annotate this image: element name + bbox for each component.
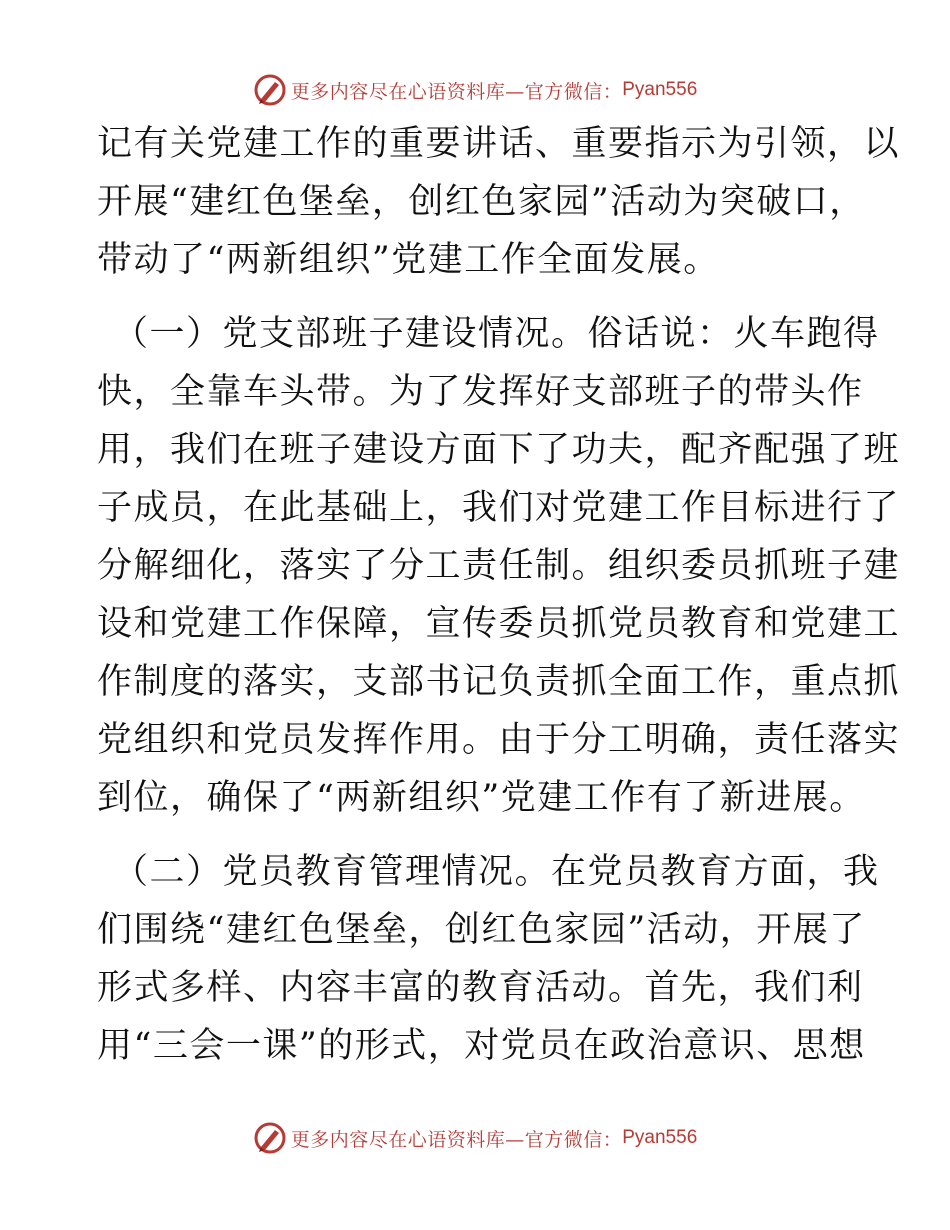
- text-line: 们围绕“建红色堡垒，创红色家园”活动，开展了: [97, 910, 866, 950]
- paragraph: [97, 850, 880, 1068]
- text-line: （一）党支部班子建设情况。俗话说：火车跑得: [113, 314, 880, 354]
- text-line: 用，我们在班子建设方面下了功夫，配齐配强了班: [97, 430, 901, 470]
- text-line: 用“三会一课”的形式，对党员在政治意识、思想: [97, 1026, 866, 1066]
- text-line: 记有关党建工作的重要讲话、重要指示为引领，以: [97, 124, 901, 164]
- text-line: 子成员，在此基础上，我们对党建工作目标进行了: [97, 488, 901, 528]
- text-line: 作制度的落实，支部书记负责抓全面工作，重点抓: [97, 662, 901, 702]
- paragraph: [97, 122, 901, 282]
- paragraph: [97, 312, 901, 820]
- text-line: 分解细化，落实了分工责任制。组织委员抓班子建: [97, 546, 901, 586]
- text-line: 快，全靠车头带。为了发挥好支部班子的带头作: [97, 372, 864, 412]
- text-line: （二）党员教育管理情况。在党员教育方面，我: [113, 852, 880, 892]
- header-banner: [0, 70, 950, 110]
- text-line: 到位，确保了“两新组织”党建工作有了新进展。: [97, 778, 866, 818]
- pen-logo-icon: [253, 1121, 287, 1155]
- banner-text: 更多内容尽在心语资料库—官方微信：: [290, 80, 623, 103]
- text-line: 党组织和党员发挥作用。由于分工明确，责任落实: [97, 720, 901, 760]
- banner-text: 更多内容尽在心语资料库—官方微信：: [290, 1128, 623, 1151]
- banner-wechat-id: Pyan556: [622, 1127, 698, 1148]
- text-line: 形式多样、内容丰富的教育活动。首先，我们利: [97, 968, 864, 1008]
- pen-logo-icon: [253, 73, 287, 107]
- text-line: 设和党建工作保障，宣传委员抓党员教育和党建工: [97, 604, 901, 644]
- document-body: [97, 122, 901, 1082]
- banner-wechat-id: Pyan556: [622, 79, 698, 100]
- text-line: 开展“建红色堡垒，创红色家园”活动为突破口，: [97, 182, 866, 222]
- text-line: 带动了“两新组织”党建工作全面发展。: [97, 240, 720, 280]
- footer-banner: [0, 1118, 950, 1158]
